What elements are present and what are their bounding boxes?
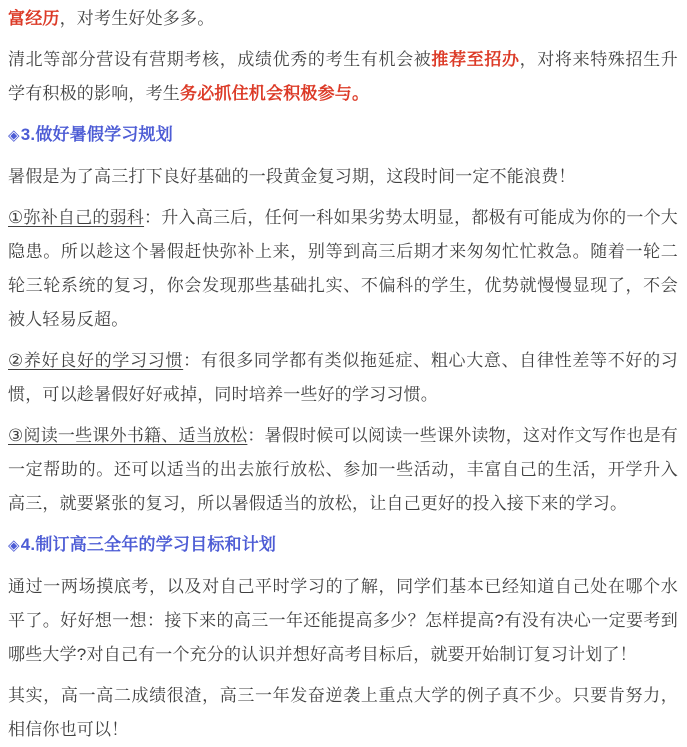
body-text: ：暑假时候可以阅读一些课外读物，这对作文写作也是有一定帮助的。还可以适当的出去旅行放松、参加一些活动，丰富自己的生活，开学升入高三，就要紧张的复习，所以暑假适当的放松，让自己更好的投入接下来的学习。 xyxy=(8,426,678,513)
body-text: 清北等部分营设有营期考核，成绩优秀的考生有机会被 xyxy=(8,50,432,69)
diamond-bullet-icon: ◈ xyxy=(8,537,20,554)
highlight-red-text: 务必抓住机会积极参与。 xyxy=(180,84,370,103)
paragraph-goal-setting xyxy=(8,570,678,672)
paragraph-encouragement xyxy=(8,679,678,747)
paragraph-camp-assessment xyxy=(8,43,678,111)
paragraph-item-3-reading-relax xyxy=(8,419,678,521)
diamond-bullet-icon: ◈ xyxy=(8,127,20,144)
section-heading-text: 3.做好暑假学习规划 xyxy=(20,125,173,144)
highlight-red-text: 推荐至招办 xyxy=(431,50,520,69)
section-heading-3 xyxy=(8,118,678,153)
paragraph-item-2-study-habits xyxy=(8,344,678,412)
body-text: 其实，高一高二成绩很渣，高三一年发奋逆袭上重点大学的例子真不少。只要肯努力，相信你也可以！ xyxy=(8,686,678,739)
section-heading-4 xyxy=(8,528,678,563)
body-text: 通过一两场摸底考，以及对自己平时学习的了解，同学们基本已经知道自己处在哪个水平了。好好想一想：接下来的高三一年还能提高多少？怎样提高?有没有决心一定要考到哪些大学?对自己有一个充分的认识并想好高考目标后，就要开始制订复习计划了！ xyxy=(8,577,678,664)
paragraph-summer-golden-period xyxy=(8,160,678,194)
body-text: ：升入高三后，任何一科如果劣势太明显，都极有可能成为你的一个大隐患。所以趁这个暑假赶快弥补上来，别等到高三后期才来匆匆忙忙救急。随着一轮二轮三轮系统的复习，你会发现那些基础扎实、不偏科的学生，优势就慢慢显现了，不会被人轻易反超。 xyxy=(8,208,678,329)
body-text: ：有很多同学都有类似拖延症、粗心大意、自律性差等不好的习惯，可以趁暑假好好戒掉，同时培养一些好的学习习惯。 xyxy=(8,351,678,404)
body-text: ，对考生好处多多。 xyxy=(59,9,215,28)
underlined-label: ②养好良好的学习习惯 xyxy=(8,351,184,370)
paragraph-item-1-weak-subjects xyxy=(8,201,678,337)
highlight-red-text: 富经历 xyxy=(8,9,60,28)
paragraph-intro-tail xyxy=(8,2,678,36)
section-heading-text: 4.制订高三全年的学习目标和计划 xyxy=(20,535,277,554)
underlined-label: ③阅读一些课外书籍、适当放松 xyxy=(8,426,248,445)
body-text: ，对将来特殊招生升学有积极的影响，考生 xyxy=(8,50,678,103)
underlined-label: ①弥补自己的弱科 xyxy=(8,208,145,227)
body-text: 暑假是为了高三打下良好基础的一段黄金复习期，这段时间一定不能浪费！ xyxy=(8,167,576,186)
